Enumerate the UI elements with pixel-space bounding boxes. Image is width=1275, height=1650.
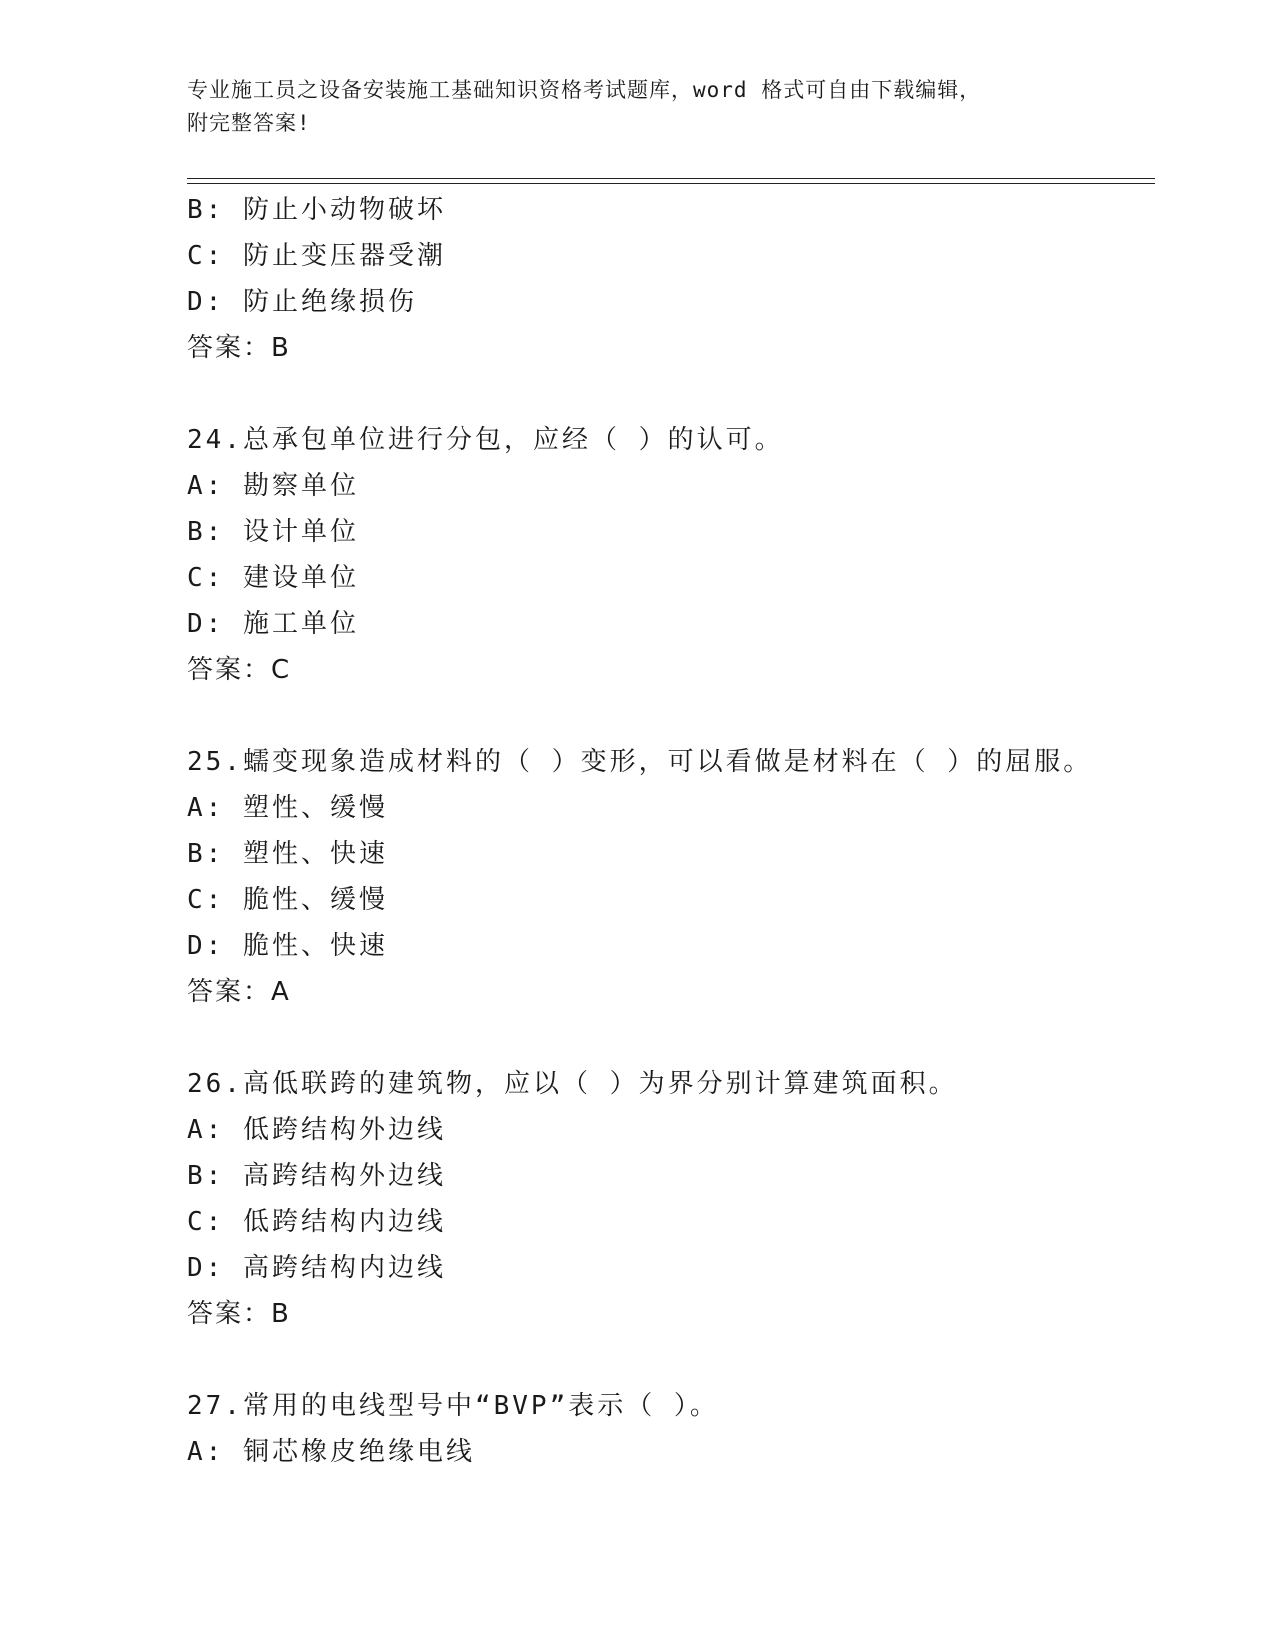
answer-line: 答案：A xyxy=(187,977,291,1007)
option-c: C: 建设单位 xyxy=(187,563,359,593)
option-d: D: 防止绝缘损伤 xyxy=(187,287,417,317)
option-b: B: 设计单位 xyxy=(187,517,359,547)
question-stem: 26.高低联跨的建筑物，应以（ ）为界分别计算建筑面积。 xyxy=(187,1069,958,1099)
answer-line: 答案：B xyxy=(187,1299,291,1329)
document-header xyxy=(187,74,1087,140)
option-b: B: 塑性、快速 xyxy=(187,839,388,869)
option-a: A: 低跨结构外边线 xyxy=(187,1115,446,1145)
option-d: D: 高跨结构内边线 xyxy=(187,1253,446,1283)
option-c: C: 低跨结构内边线 xyxy=(187,1207,446,1237)
option-a: A: 铜芯橡皮绝缘电线 xyxy=(187,1437,475,1467)
option-b: B: 高跨结构外边线 xyxy=(187,1161,446,1191)
option-c: C: 脆性、缓慢 xyxy=(187,885,388,915)
question-25 xyxy=(187,739,1155,1015)
question-stem: 27.常用的电线型号中“BVP”表示（ ）。 xyxy=(187,1391,719,1421)
spacer xyxy=(187,1337,1155,1383)
question-23-continued xyxy=(187,187,1155,371)
option-d: D: 施工单位 xyxy=(187,609,359,639)
option-b: B: 防止小动物破坏 xyxy=(187,195,446,225)
question-27 xyxy=(187,1383,1155,1475)
option-d: D: 脆性、快速 xyxy=(187,931,388,961)
option-c: C: 防止变压器受潮 xyxy=(187,241,446,271)
question-24 xyxy=(187,417,1155,693)
spacer xyxy=(187,693,1155,739)
header-title-line-1: 专业施工员之设备安装施工基础知识资格考试题库，word 格式可自由下载编辑， xyxy=(187,78,982,102)
answer-line: 答案：C xyxy=(187,655,292,685)
answer-line: 答案：B xyxy=(187,333,291,363)
header-divider-top xyxy=(187,178,1155,179)
header-title-line-2: 附完整答案! xyxy=(187,111,311,135)
spacer xyxy=(187,371,1155,417)
header-divider-bottom xyxy=(187,183,1155,184)
option-a: A: 勘察单位 xyxy=(187,471,359,501)
question-stem: 24.总承包单位进行分包，应经（ ）的认可。 xyxy=(187,425,784,455)
question-list xyxy=(187,187,1155,1475)
question-stem: 25.蠕变现象造成材料的（ ）变形，可以看做是材料在（ ）的屈服。 xyxy=(187,747,1093,777)
question-26 xyxy=(187,1061,1155,1337)
spacer xyxy=(187,1015,1155,1061)
option-a: A: 塑性、缓慢 xyxy=(187,793,388,823)
